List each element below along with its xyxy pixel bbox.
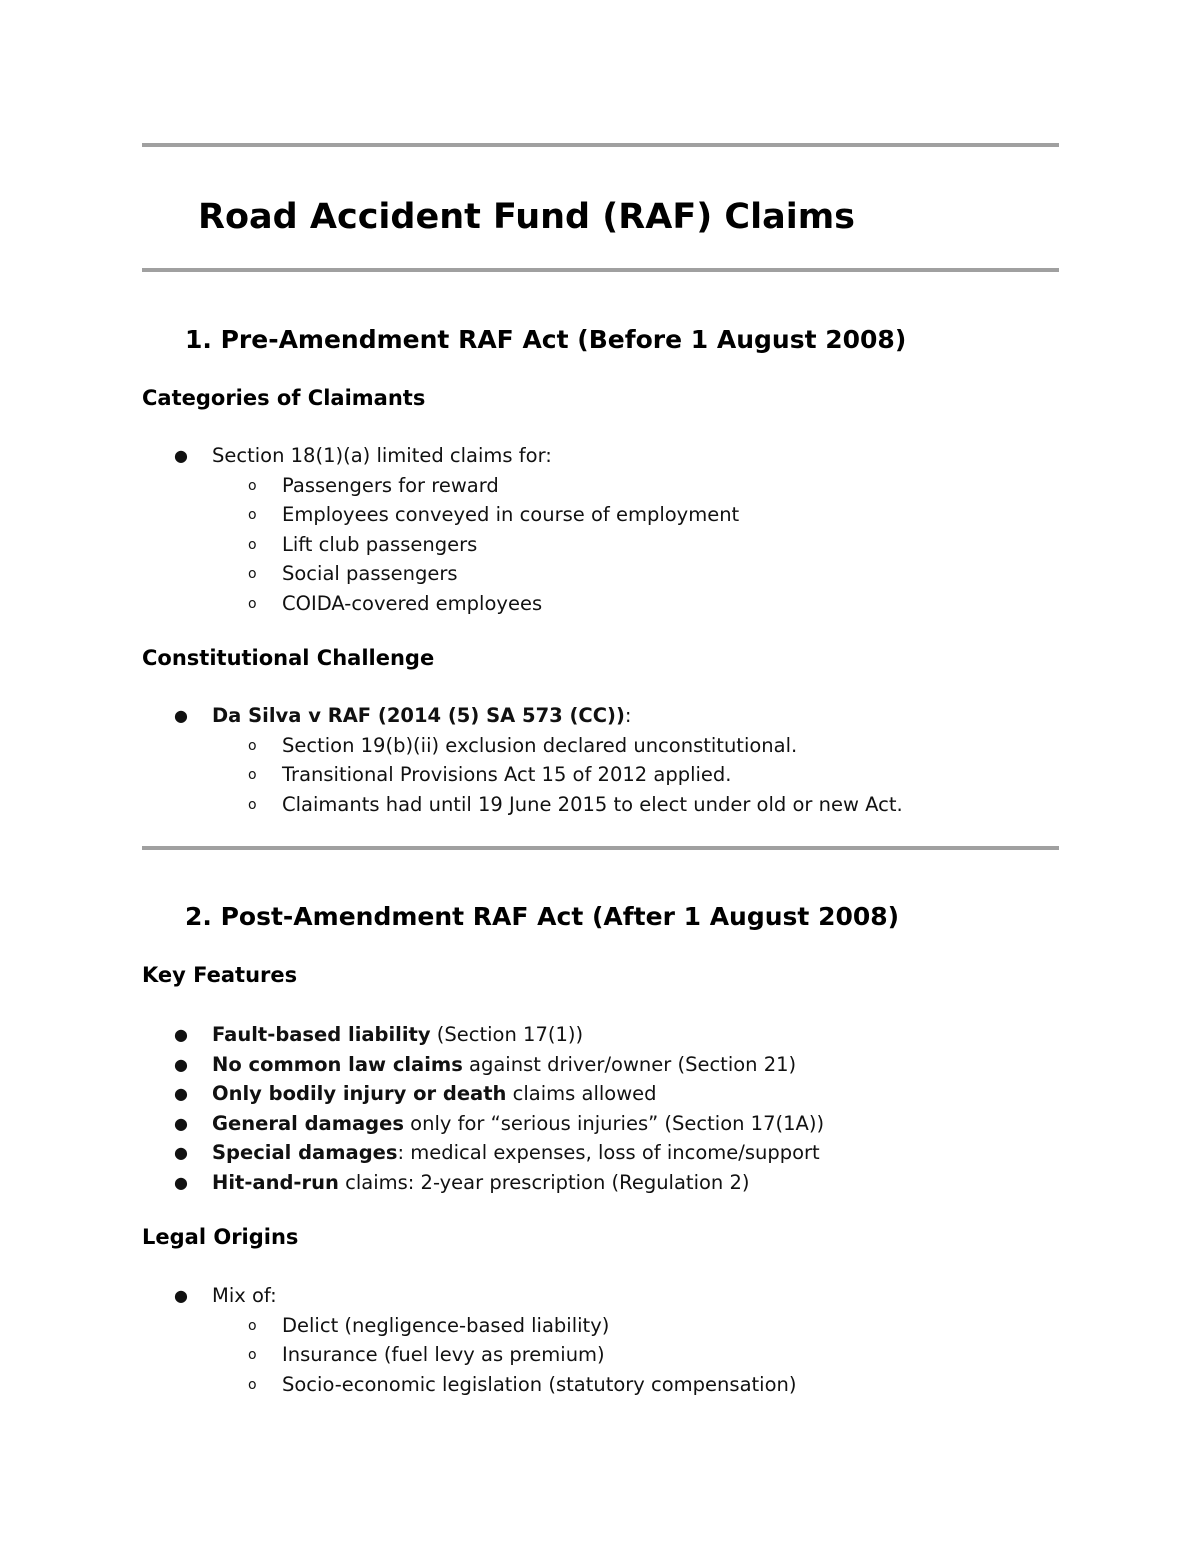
list-item-text: Social passengers bbox=[282, 562, 458, 586]
circle-bullet-icon: o bbox=[248, 595, 257, 612]
challenge-list bbox=[0, 701, 903, 819]
feature-text: : medical expenses, loss of income/support bbox=[397, 1141, 820, 1165]
list-item bbox=[248, 1311, 796, 1341]
section-1-heading: 1. Pre-Amendment RAF Act (Before 1 August 2008) bbox=[185, 325, 907, 354]
circle-bullet-icon: o bbox=[248, 767, 257, 784]
bullet-icon: ● bbox=[174, 1143, 188, 1163]
feature-text: only for “serious injuries” (Section 17(1A)) bbox=[403, 1111, 825, 1135]
circle-bullet-icon: o bbox=[248, 507, 257, 524]
list-item bbox=[0, 1281, 796, 1399]
origins-intro: Mix of: bbox=[212, 1284, 277, 1307]
list-item bbox=[0, 1138, 824, 1168]
list-item-text: Transitional Provisions Act 15 of 2012 applied. bbox=[282, 763, 732, 787]
list-item bbox=[248, 589, 739, 619]
feature-text: against driver/owner (Section 21) bbox=[462, 1052, 797, 1076]
list-item bbox=[248, 1370, 797, 1400]
list-item-text: Claimants had until 19 June 2015 to elect under old or new Act. bbox=[282, 792, 903, 816]
categories-heading: Categories of Claimants bbox=[142, 386, 426, 410]
list-item bbox=[248, 559, 739, 589]
bullet-icon: ● bbox=[174, 706, 188, 725]
list-item-text: Employees conveyed in course of employment bbox=[282, 503, 740, 527]
case-citation: Da Silva v RAF (2014 (5) SA 573 (CC)) bbox=[212, 704, 625, 727]
list-item bbox=[248, 530, 739, 560]
origins-sublist bbox=[212, 1311, 796, 1400]
feature-label: Special damages bbox=[212, 1141, 398, 1165]
feature-text: claims: 2-year prescription (Regulation 2) bbox=[338, 1170, 750, 1194]
categories-intro: Section 18(1)(a) limited claims for: bbox=[212, 444, 552, 467]
list-item-text: Socio-economic legislation (statutory compensation) bbox=[282, 1372, 797, 1396]
horizontal-rule-top bbox=[142, 143, 1059, 147]
list-item bbox=[248, 760, 903, 790]
features-list bbox=[0, 1020, 824, 1198]
circle-bullet-icon: o bbox=[248, 566, 257, 583]
origins-heading: Legal Origins bbox=[142, 1225, 299, 1249]
list-item bbox=[0, 1020, 824, 1050]
list-item-text: Passengers for reward bbox=[282, 473, 499, 497]
bullet-icon: ● bbox=[174, 1113, 188, 1133]
bullet-icon: ● bbox=[174, 1084, 188, 1104]
bullet-icon: ● bbox=[174, 1172, 188, 1192]
circle-bullet-icon: o bbox=[248, 737, 257, 754]
categories-sublist bbox=[212, 471, 739, 619]
feature-label: No common law claims bbox=[212, 1052, 463, 1076]
list-item bbox=[248, 731, 903, 761]
list-item bbox=[0, 1109, 824, 1139]
list-item bbox=[0, 1079, 824, 1109]
list-item-text: Delict (negligence-based liability) bbox=[282, 1313, 610, 1337]
feature-label: Fault-based liability bbox=[212, 1023, 431, 1046]
circle-bullet-icon: o bbox=[248, 1347, 257, 1364]
list-item-text: Section 19(b)(ii) exclusion declared unconstitutional. bbox=[282, 733, 798, 757]
list-item bbox=[248, 500, 740, 530]
list-item bbox=[248, 1340, 796, 1370]
list-item bbox=[248, 471, 739, 501]
bullet-icon: ● bbox=[174, 446, 188, 465]
circle-bullet-icon: o bbox=[248, 796, 257, 813]
list-item bbox=[0, 441, 739, 619]
document-title: Road Accident Fund (RAF) Claims bbox=[198, 197, 856, 237]
bullet-icon: ● bbox=[174, 1054, 188, 1074]
circle-bullet-icon: o bbox=[248, 1317, 257, 1334]
circle-bullet-icon: o bbox=[248, 477, 257, 494]
bullet-icon: ● bbox=[174, 1025, 188, 1044]
feature-text: claims allowed bbox=[506, 1082, 657, 1106]
features-heading: Key Features bbox=[142, 963, 298, 987]
list-item-text: Lift club passengers bbox=[282, 532, 478, 556]
feature-text: (Section 17(1)) bbox=[430, 1023, 584, 1046]
bullet-icon: ● bbox=[174, 1286, 188, 1305]
list-item bbox=[248, 790, 903, 820]
list-item-text: Insurance (fuel levy as premium) bbox=[282, 1343, 605, 1367]
list-item bbox=[0, 701, 903, 819]
list-item-text: COIDA-covered employees bbox=[282, 591, 543, 615]
feature-label: Hit-and-run bbox=[212, 1170, 339, 1194]
circle-bullet-icon: o bbox=[248, 536, 257, 553]
feature-label: Only bodily injury or death bbox=[212, 1082, 507, 1106]
section-2-heading: 2. Post-Amendment RAF Act (After 1 August 2008) bbox=[185, 902, 900, 931]
case-citation-suffix: : bbox=[624, 704, 632, 727]
circle-bullet-icon: o bbox=[248, 1376, 257, 1393]
list-item bbox=[0, 1168, 824, 1198]
list-item bbox=[0, 1050, 824, 1080]
challenge-sublist bbox=[212, 731, 903, 820]
horizontal-rule-section bbox=[142, 846, 1059, 850]
horizontal-rule-title bbox=[142, 268, 1059, 272]
feature-label: General damages bbox=[212, 1111, 404, 1135]
categories-list bbox=[0, 441, 739, 619]
origins-list bbox=[0, 1281, 796, 1399]
challenge-heading: Constitutional Challenge bbox=[142, 646, 435, 670]
